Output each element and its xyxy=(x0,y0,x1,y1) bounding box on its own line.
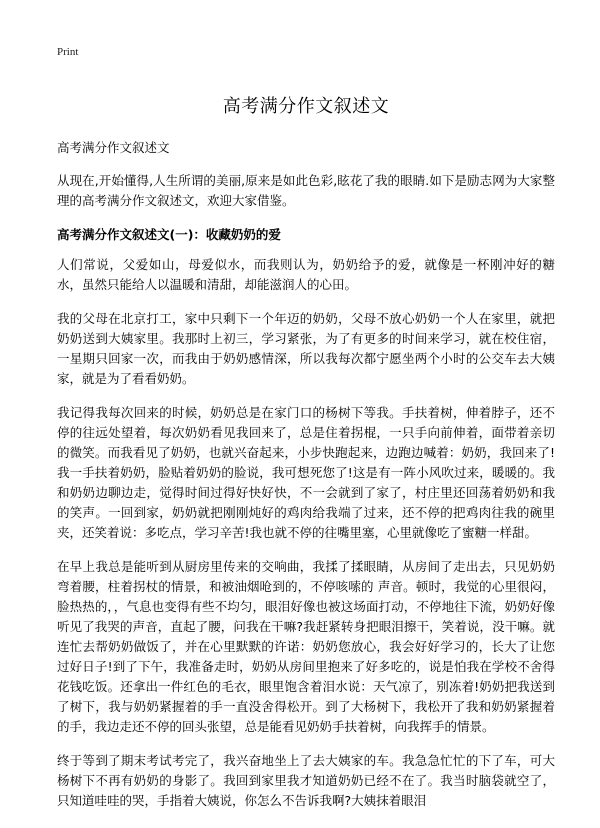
section-heading: 高考满分作文叙述文(一)：收藏奶奶的爱 xyxy=(57,227,281,242)
top-spacer xyxy=(57,44,555,57)
body-paragraph-1: 人们常说，父爱如山，母爱似水，而我则认为，奶奶给予的爱，就像是一杯刚冲好的糖水，虽然只能给人以温暖和清甜，却能滋润人的心田。 xyxy=(57,257,555,292)
intro-paragraph: 从现在,开始懂得,人生所谓的美丽,原来是如此色彩,眩花了我的眼睛.如下是励志网为大家整理的高考满分作文叙述文，欢迎大家借鉴。 xyxy=(57,173,555,208)
body-paragraph-5: 终于等到了期末考试考完了，我兴奋地坐上了去大姨家的车。我急急忙忙的下了车，可大杨树下不再有奶奶的身影了。我回到家里我才知道奶奶已经不在了。我当时脑袋就空了，只知道哇哇的哭，手指着大姨说，你怎么不告诉我啊?大姨抹着眼泪 xyxy=(57,753,555,808)
body-paragraph-3: 我记得我每次回来的时候，奶奶总是在家门口的杨树下等我。手扶着树，伸着脖子，还不停的往远处望着，每次奶奶看见我回来了，总是住着拐棍，一只手向前伸着，面带着亲切的微笑。而我看见了奶奶，也就兴奋起来，小步快跑起来，边跑边喊着：奶奶，我回来了!我一手扶着奶奶，脸贴着奶奶的脸说，我可想死您了!这是有一阵小风吹过来，暖暖的。我和奶奶边聊边走，觉得时间过得好快好快，不一会就到了家了，村庄里还回荡着奶奶和我的笑声。一回到家，奶奶就把刚刚炖好的鸡肉给我端了过来，还不停的把鸡肉往我的碗里夹，还笑着说：多吃点，学习辛苦!我也就不停的往嘴里塞，心里就像吃了蜜糖一样甜。 xyxy=(57,405,555,540)
document-title: 高考满分作文叙述文 xyxy=(222,96,390,117)
document-subtitle: 高考满分作文叙述文 xyxy=(57,140,170,155)
body-paragraph-4: 在早上我总是能听到从厨房里传来的交响曲，我揉了揉眼睛，从房间了走出去，只见奶奶弯着腰，柱着拐杖的情景，和被油烟呛到的，不停咳嗦的 声音。顿时，我觉的心里很闷，脸热热的，，气息也变得有些不均匀，眼泪好像也被这场面打动，不停地往下流，奶奶好像听见了我哭的声音，直起了腰，问我在干嘛?我赶紧转身把眼泪擦干，笑着说，没干嘛。就连忙去帮奶奶做饭了，并在心里默默的许诺：奶奶您放心，我会好好学习的，长大了让您过好日子!到了下午，我准备走时，奶奶从房间里抱来了好多吃的，说是怕我在学校不舍得花钱吃饭。还拿出一件红色的毛衣，眼里饱含着泪水说：天气凉了，别冻着!奶奶把我送到了树下，我与奶奶紧握着的手一直没舍得松开。到了大杨树下，我松开了我和奶奶紧握着的手，我边走还不停的回头张望，总是能看见奶奶手扶着树，向我挥手的情景。 xyxy=(57,559,555,734)
body-paragraph-2: 我的父母在北京打工，家中只剩下一个年迈的奶奶，父母不放心奶奶一个人在家里，就把奶奶送到大姨家里。我那时上初三，学习紧张，为了有更多的时间来学习，就在校住宿，一星期只回家一次，而我由于奶奶感情深，所以我每次都宁愿坐两个小时的公交车去大姨家，就是为了看看奶奶。 xyxy=(57,311,555,386)
print-link[interactable]: Print xyxy=(57,46,79,58)
